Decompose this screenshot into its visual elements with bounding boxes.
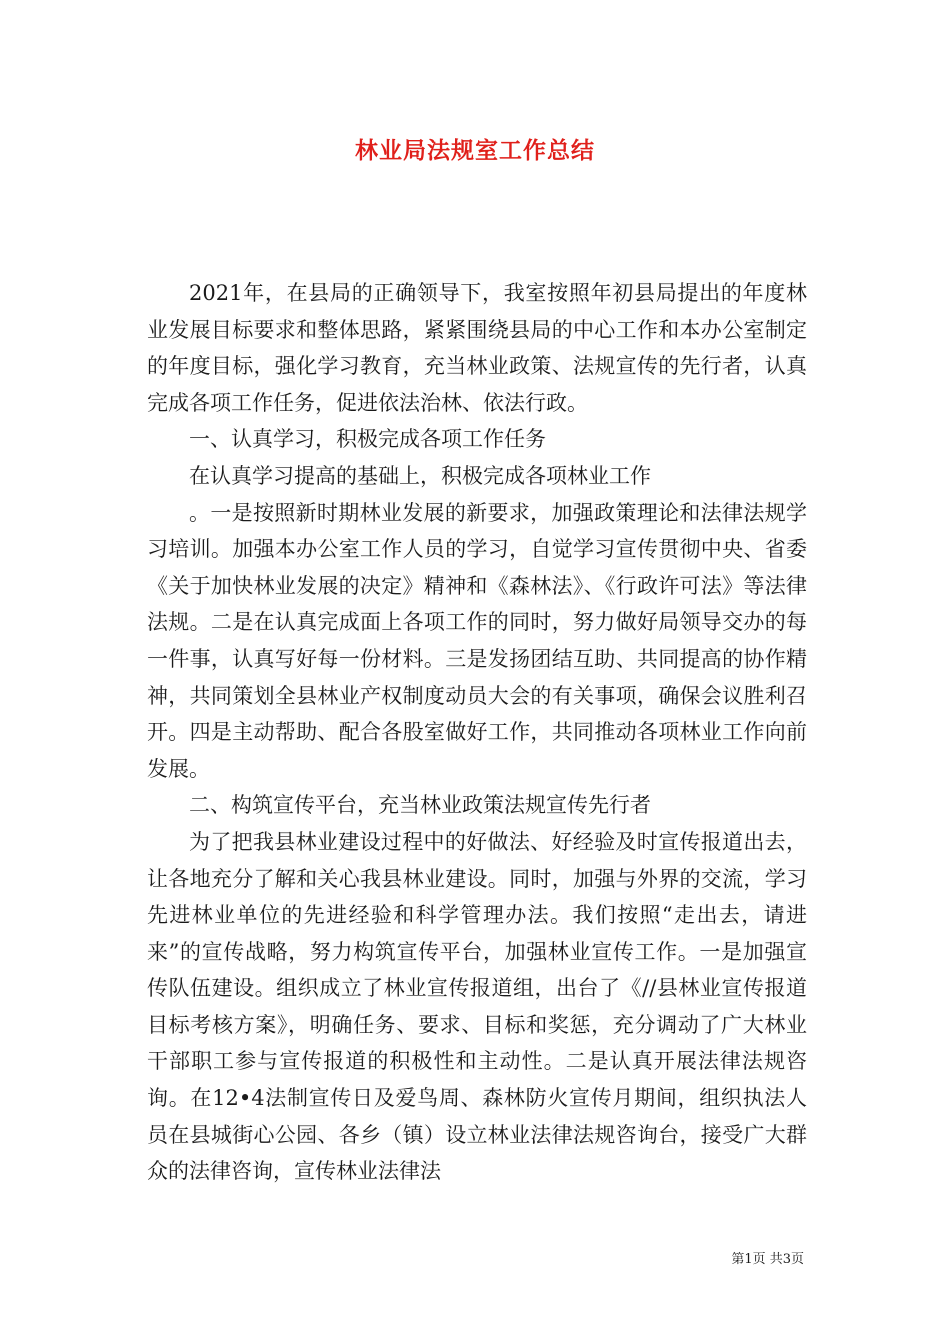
section-heading-2: 二、构筑宣传平台，充当林业政策法规宣传先行者: [189, 793, 651, 818]
paragraph-study-details: 。一是按照新时期林业发展的新要求，加强政策理论和法律法规学习培训。加强本办公室工作人员的学习，自觉学习宣传贯彻中央、省委《关于加快林业发展的决定》精神和《森林法》、《行政许可法》等法律法规。二是在认真完成面上各项工作的同时，努力做好局领导交办的每一件事，认真写好每一份材料。三是发扬团结互助、共同提高的协作精神，共同策划全县林业产权制度动员大会的有关事项，确保会议胜利召开。四是主动帮助、配合各股室做好工作，共同推动各项林业工作向前发展。: [147, 500, 807, 781]
paragraph-study-lead: 在认真学习提高的基础上，积极完成各项林业工作: [189, 463, 651, 488]
page-number-footer: 第1页 共3页: [731, 1252, 804, 1267]
paragraph-publicity: 为了把我县林业建设过程中的好做法、好经验及时宣传报道出去，让各地充分了解和关心我县林业建设。同时，加强与外界的交流，学习先进林业单位的先进经验和科学管理办法。我们按照“走出去，请进来”的宣传战略，努力构筑宣传平台，加强林业宣传工作。一是加强宣传队伍建设。组织成立了林业宣传报道组，出台了《//县林业宣传报道目标考核方案》，明确任务、要求、目标和奖惩，充分调动了广大林业干部职工参与宣传报道的积极性和主动性。二是认真开展法律法规咨询。在12•4法制宣传日及爱鸟周、森林防火宣传月期间，组织执法人员在县城街心公园、各乡（镇）设立林业法律法规咨询台，接受广大群众的法律咨询，宣传林业法律法: [147, 829, 807, 1184]
section-heading-1: 一、认真学习，积极完成各项工作任务: [189, 427, 546, 452]
document-body: [147, 275, 807, 1190]
document-title: 林业局法规室工作总结: [355, 138, 595, 164]
paragraph-intro: 2021年，在县局的正确领导下，我室按照年初县局提出的年度林业发展目标要求和整体思路，紧紧围绕县局的中心工作和本办公室制定的年度目标，强化学习教育，充当林业政策、法规宣传的先行者，认真完成各项工作任务，促进依法治林、依法行政。: [147, 281, 807, 415]
